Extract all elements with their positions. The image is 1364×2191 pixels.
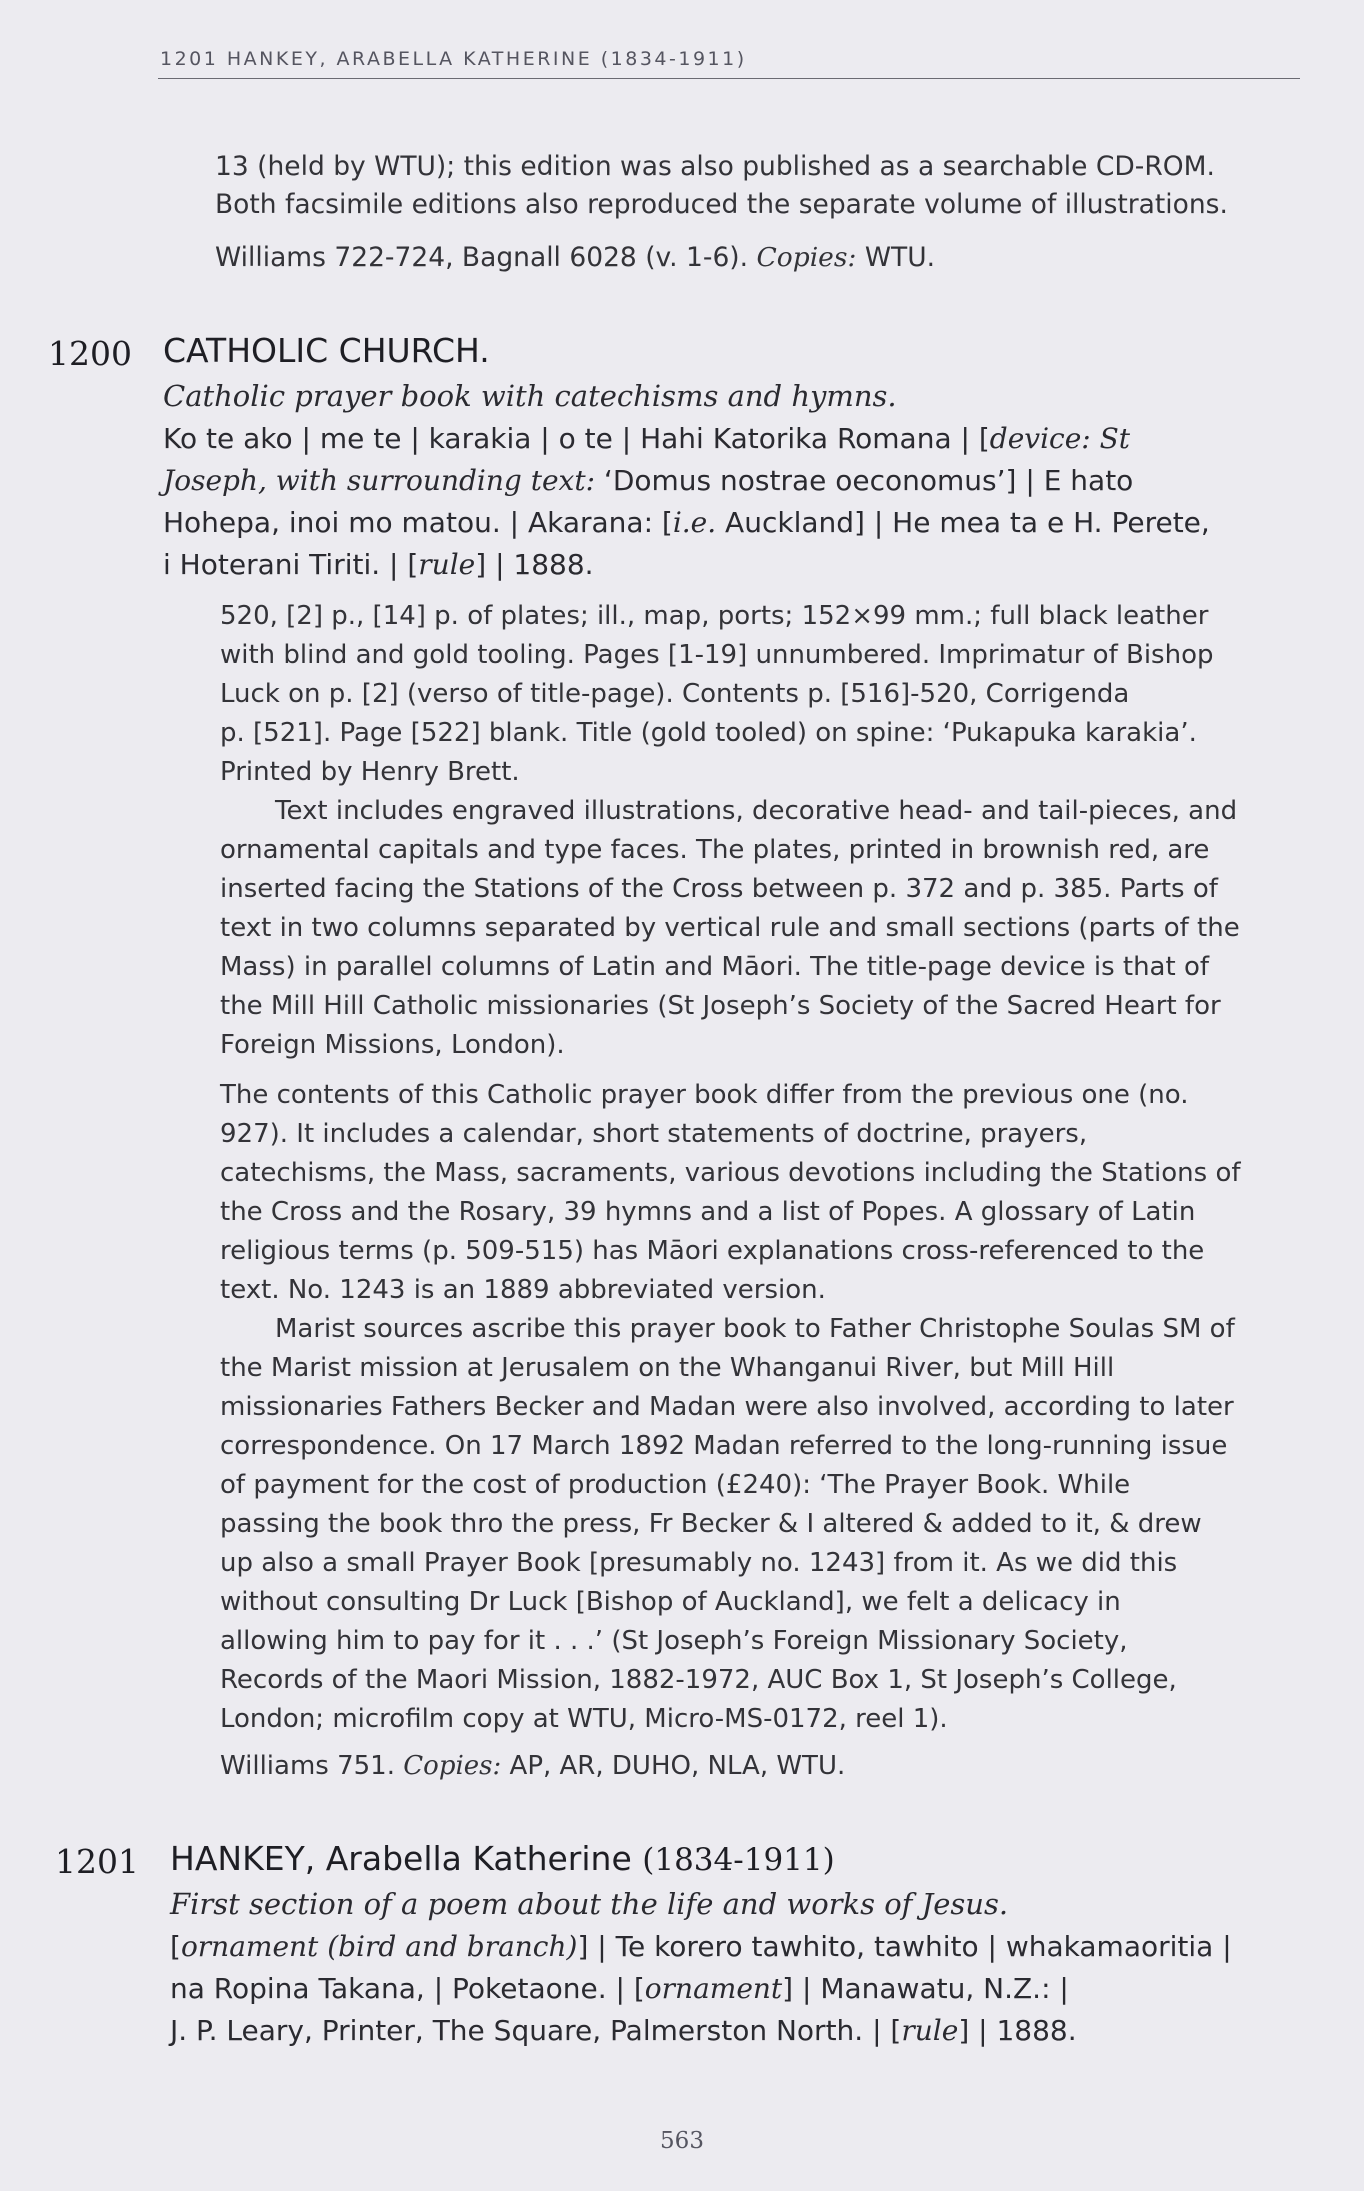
note-line: missionaries Fathers Becker and Madan were also involved, according to later — [220, 1392, 1234, 1422]
note-line: Mass) in parallel columns of Latin and Māori. The title-page device is that of — [220, 952, 1210, 982]
entry-heading: CATHOLIC CHURCH. — [163, 331, 490, 370]
collation-line: Luck on p. [2] (verso of title-page). Contents p. [516]-520, Corrigenda — [220, 679, 1130, 709]
collation-line: with blind and gold tooling. Pages [1-19] unnumbered. Imprimatur of Bishop — [220, 640, 1214, 670]
note-line: of payment for the cost of production (£240): ‘The Prayer Book. While — [220, 1470, 1131, 1500]
entry-dates: (1834-1911) — [642, 1842, 835, 1878]
note-line: ornamental capitals and type faces. The plates, printed in brownish red, are — [220, 835, 1210, 865]
title-transcription-line: Ko te ako | me te | karakia | o te | Hahi Katorika Romana | [device: St — [163, 422, 1131, 455]
title-transcription-line: J. P. Leary, Printer, The Square, Palmerston North. | [rule] | 1888. — [170, 2014, 1077, 2047]
note-line: without consulting Dr Luck [Bishop of Auckland], we felt a delicacy in — [220, 1587, 1121, 1617]
note-line: Marist sources ascribe this prayer book to Father Christophe Soulas SM of — [275, 1314, 1235, 1344]
reference-text: Williams 751. — [220, 1751, 395, 1781]
note-line: inserted facing the Stations of the Cross between p. 372 and p. 385. Parts of — [220, 874, 1218, 904]
collation-line: p. [521]. Page [522] blank. Title (gold tooled) on spine: ‘Pukapuka karakia’. — [220, 718, 1197, 748]
page-number: 563 — [660, 2128, 704, 2154]
title-transcription-line: i Hoterani Tiriti. | [rule] | 1888. — [163, 548, 594, 581]
note-line: up also a small Prayer Book [presumably no. 1243] from it. As we did this — [220, 1548, 1178, 1578]
title-transcription-line: [ornament (bird and branch)] | Te korero tawhito, tawhito | whakamaoritia | — [170, 1930, 1232, 1963]
entry-number: 1200 — [48, 334, 132, 373]
note-line: The contents of this Catholic prayer book differ from the previous one (no. — [220, 1080, 1189, 1110]
entry-heading: HANKEY, Arabella Katherine (1834-1911) — [170, 1839, 835, 1878]
carryover-line: 13 (held by WTU); this edition was also published as a searchable CD-ROM. — [215, 151, 1215, 182]
note-line: correspondence. On 17 March 1892 Madan referred to the long-running issue — [220, 1431, 1228, 1461]
entry-subtitle: First section of a poem about the life and works of Jesus. — [170, 1887, 1009, 1921]
title-transcription-line: Hohepa, inoi mo matou. | Akarana: [i.e. Auckland] | He mea ta e H. Perete, — [163, 506, 1210, 539]
note-line: Text includes engraved illustrations, decorative head- and tail-pieces, and — [275, 796, 1238, 826]
reference-text: Williams 722-724, Bagnall 6028 (v. 1-6). — [215, 242, 749, 273]
note-line: catechisms, the Mass, sacraments, various devotions including the Stations of — [220, 1158, 1241, 1188]
note-line: 927). It includes a calendar, short statements of doctrine, prayers, — [220, 1119, 1088, 1149]
copies-label: Copies: — [756, 242, 857, 273]
header-rule — [158, 78, 1300, 79]
note-line: text in two columns separated by vertical rule and small sections (parts of the — [220, 913, 1240, 943]
collation-line: Printed by Henry Brett. — [220, 757, 520, 787]
note-line: the Cross and the Rosary, 39 hymns and a list of Popes. A glossary of Latin — [220, 1197, 1196, 1227]
note-line: the Mill Hill Catholic missionaries (St Joseph’s Society of the Sacred Heart for — [220, 991, 1221, 1021]
title-transcription-line: na Ropina Takana, | Poketaone. | [ornament] | Manawatu, N.Z.: | — [170, 1972, 1069, 2005]
running-head: 1201 HANKEY, ARABELLA KATHERINE (1834-1911) — [160, 48, 747, 70]
note-line: text. No. 1243 is an 1889 abbreviated version. — [220, 1275, 826, 1305]
copies-label: Copies: — [403, 1751, 502, 1781]
note-line: allowing him to pay for it . . .’ (St Joseph’s Foreign Missionary Society, — [220, 1626, 1128, 1656]
note-line: religious terms (p. 509-515) has Māori explanations cross-referenced to the — [220, 1236, 1205, 1266]
note-line: Foreign Missions, London). — [220, 1030, 565, 1060]
title-transcription-line: Joseph, with surrounding text: ‘Domus nostrae oeconomus’] | E hato — [163, 464, 1134, 497]
copies-value: AP, AR, DUHO, NLA, WTU. — [509, 1751, 846, 1781]
note-line: the Marist mission at Jerusalem on the Whanganui River, but Mill Hill — [220, 1353, 1115, 1383]
entry-subtitle: Catholic prayer book with catechisms and hymns. — [163, 379, 897, 413]
carryover-line: Both facsimile editions also reproduced the separate volume of illustrations. — [215, 189, 1228, 220]
copies-value: WTU. — [864, 242, 936, 273]
note-line: passing the book thro the press, Fr Becker & I altered & added to it, & drew — [220, 1509, 1202, 1539]
entry-reference — [220, 1753, 845, 1779]
collation-line: 520, [2] p., [14] p. of plates; ill., map, ports; 152×99 mm.; full black leather — [220, 601, 1209, 631]
note-line: London; microfilm copy at WTU, Micro-MS-0172, reel 1). — [220, 1704, 948, 1734]
carryover-reference — [215, 242, 936, 273]
note-line: Records of the Maori Mission, 1882-1972, AUC Box 1, St Joseph’s College, — [220, 1665, 1177, 1695]
entry-number: 1201 — [55, 1842, 139, 1881]
